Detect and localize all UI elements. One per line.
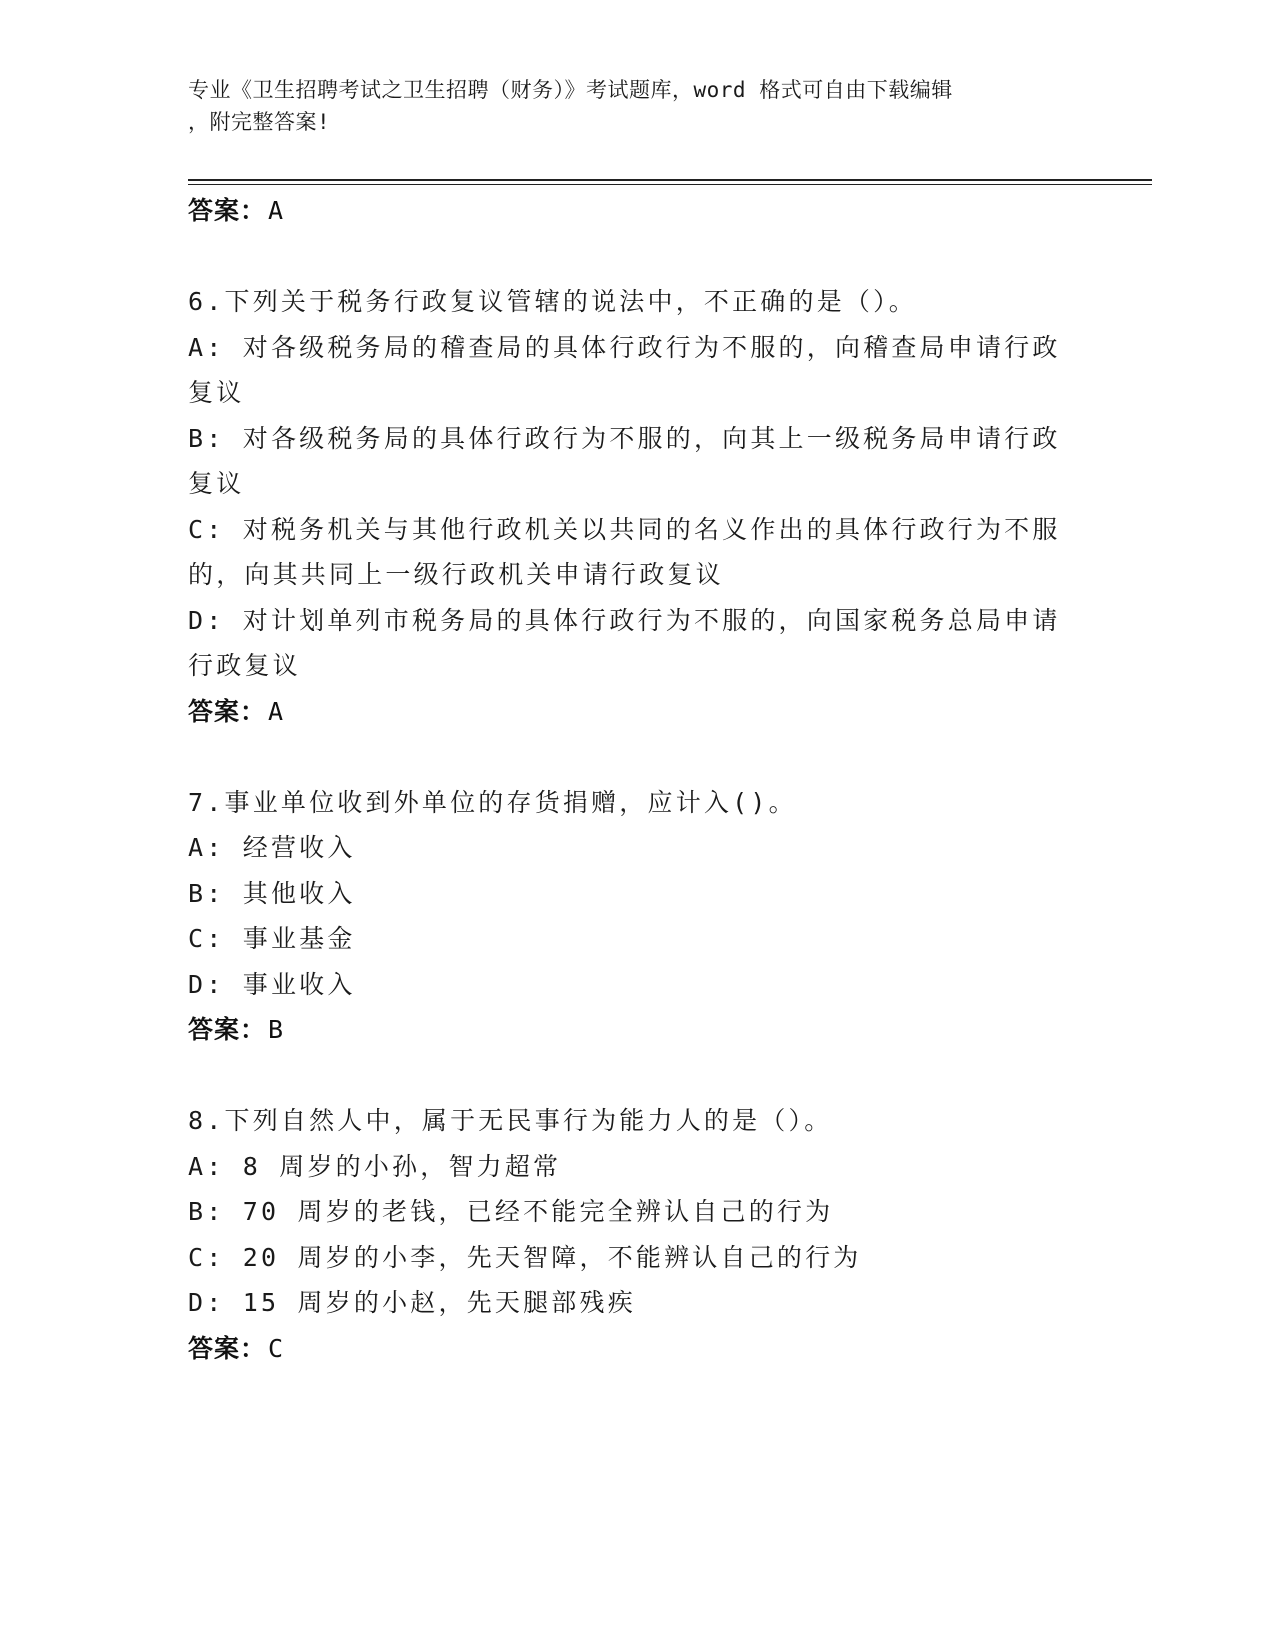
- option-c: C: 事业基金: [188, 924, 356, 953]
- spacer: [188, 734, 1088, 780]
- option-c: C: 对税务机关与其他行政机关以共同的名义作出的具体行政行为不服: [188, 514, 1061, 544]
- answer-line-5: [188, 188, 1088, 234]
- option-b-cont: 复议: [188, 469, 245, 498]
- answer-line: [188, 1326, 1088, 1372]
- header-rule-thick: [188, 179, 1152, 181]
- option-b: B: 对各级税务局的具体行政行为不服的，向其上一级税务局申请行政: [188, 423, 1061, 453]
- header-line-2: ，附完整答案!: [188, 110, 331, 134]
- option-d: D: 对计划单列市税务局的具体行政行为不服的，向国家税务总局申请: [188, 605, 1061, 635]
- question-stem: 8.下列自然人中，属于无民事行为能力人的是（）。: [188, 1106, 833, 1135]
- option-a: A: 对各级税务局的稽查局的具体行政行为不服的，向稽查局申请行政: [188, 332, 1061, 362]
- question-7: [188, 780, 1088, 1053]
- question-list: [188, 188, 1088, 1371]
- header-line-1: 专业《卫生招聘考试之卫生招聘（财务）》考试题库，word 格式可自由下载编辑: [188, 78, 953, 102]
- answer-value: C: [268, 1333, 285, 1363]
- answer-label: 答案：: [188, 1015, 267, 1044]
- option-d-cont: 行政复议: [188, 651, 301, 680]
- option-d: D: 事业收入: [188, 969, 356, 999]
- answer-line: [188, 1007, 1088, 1053]
- option-b: B: 其他收入: [188, 878, 356, 908]
- option-b: B: 70 周岁的老钱，已经不能完全辨认自己的行为: [188, 1197, 834, 1226]
- answer-value: A: [268, 696, 285, 726]
- option-a: A: 8 周岁的小孙，智力超常: [188, 1151, 562, 1181]
- page-header: [188, 74, 1068, 138]
- answer-line: [188, 689, 1088, 735]
- spacer: [188, 234, 1088, 280]
- option-c-cont: 的，向其共同上一级行政机关申请行政复议: [188, 560, 724, 589]
- header-rule-thin: [188, 184, 1152, 185]
- option-d: D: 15 周岁的小赵，先天腿部残疾: [188, 1288, 636, 1317]
- answer-label: 答案：: [188, 196, 267, 225]
- answer-value: A: [268, 196, 285, 225]
- question-stem: 6.下列关于税务行政复议管辖的说法中，不正确的是（）。: [188, 287, 918, 316]
- question-8: [188, 1098, 1088, 1371]
- question-6: [188, 279, 1088, 734]
- answer-label: 答案：: [188, 696, 267, 726]
- option-c: C: 20 周岁的小李，先天智障，不能辨认自己的行为: [188, 1242, 862, 1272]
- question-stem: 7.事业单位收到外单位的存货捐赠，应计入()。: [188, 787, 797, 817]
- answer-value: B: [268, 1015, 285, 1044]
- option-a-cont: 复议: [188, 378, 245, 407]
- spacer: [188, 1053, 1088, 1099]
- answer-label: 答案：: [188, 1333, 267, 1363]
- option-a: A: 经营收入: [188, 833, 356, 862]
